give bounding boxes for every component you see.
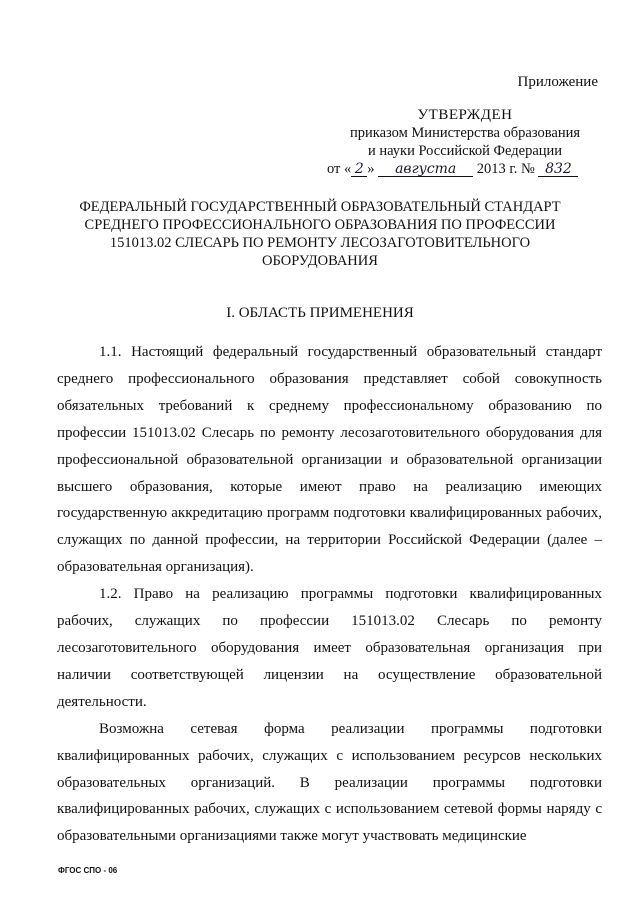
approved-heading: УТВЕРЖДЕН xyxy=(417,107,513,123)
title-line-3: 151013.02 СЛЕСАРЬ ПО РЕМОНТУ ЛЕСОЗАГОТОВИТЕЛЬНОГО xyxy=(109,235,531,251)
appendix-label: Приложение xyxy=(517,74,598,90)
date-prefix: от « xyxy=(327,161,352,177)
date-year: 2013 г. № xyxy=(476,161,535,177)
handwritten-order-number: 832 xyxy=(538,162,578,177)
document-title xyxy=(40,198,600,270)
approval-block xyxy=(320,106,610,178)
title-line-1: ФЕДЕРАЛЬНЫЙ ГОСУДАРСТВЕННЫЙ ОБРАЗОВАТЕЛЬНЫЙ СТАНДАРТ xyxy=(79,199,561,215)
title-line-2: СРЕДНЕГО ПРОФЕССИОНАЛЬНОГО ОБРАЗОВАНИЯ ПО ПРОФЕССИИ xyxy=(84,217,556,233)
order-date-line xyxy=(320,160,610,178)
paragraph-1-1: 1.1. Настоящий федеральный государственный образовательный стандарт среднего профессионального образования представляет собой совокупность обязательных требований к среднему профессиональному образованию по профессии 151013.02 Слесарь по ремонту лесозаготовительного оборудования для профессиональной образовательной организации и образовательной организации высшего образования, которые имеют право на реализацию имеющих государственную аккредитацию программ подготовки квалифицированных рабочих, служащих по данной профессии, на территории Российской Федерации (далее – образовательная организация). xyxy=(57,344,602,576)
date-separator: » xyxy=(367,161,375,177)
handwritten-day: 2 xyxy=(351,162,367,177)
order-line-2: и науки Российской Федерации xyxy=(367,143,563,159)
footer-code: ФГОС СПО - 06 xyxy=(58,866,118,875)
section-heading: I. ОБЛАСТЬ ПРИМЕНЕНИЯ xyxy=(226,305,414,321)
paragraph-1-2: 1.2. Право на реализацию программы подготовки квалифицированных рабочих, служащих по профессии 151013.02 Слесарь по ремонту лесозаготовительного оборудования имеет образовательная организация при наличии соответствующей лицензии на осуществление образовательной деятельности. xyxy=(57,586,602,710)
document-body xyxy=(57,339,602,850)
order-line-1: приказом Министерства образования xyxy=(349,125,581,141)
title-line-4: ОБОРУДОВАНИЯ xyxy=(262,253,378,269)
handwritten-month: августа xyxy=(378,162,473,177)
paragraph-network-form: Возможна сетевая форма реализации программы подготовки квалифицированных рабочих, служащих с использованием ресурсов нескольких образовательных организаций. В реализации программы подготовки квалифицированных рабочих, служащих с использованием сетевой формы наряду с образовательными организациями также могут участвовать медицинские xyxy=(57,720,602,845)
